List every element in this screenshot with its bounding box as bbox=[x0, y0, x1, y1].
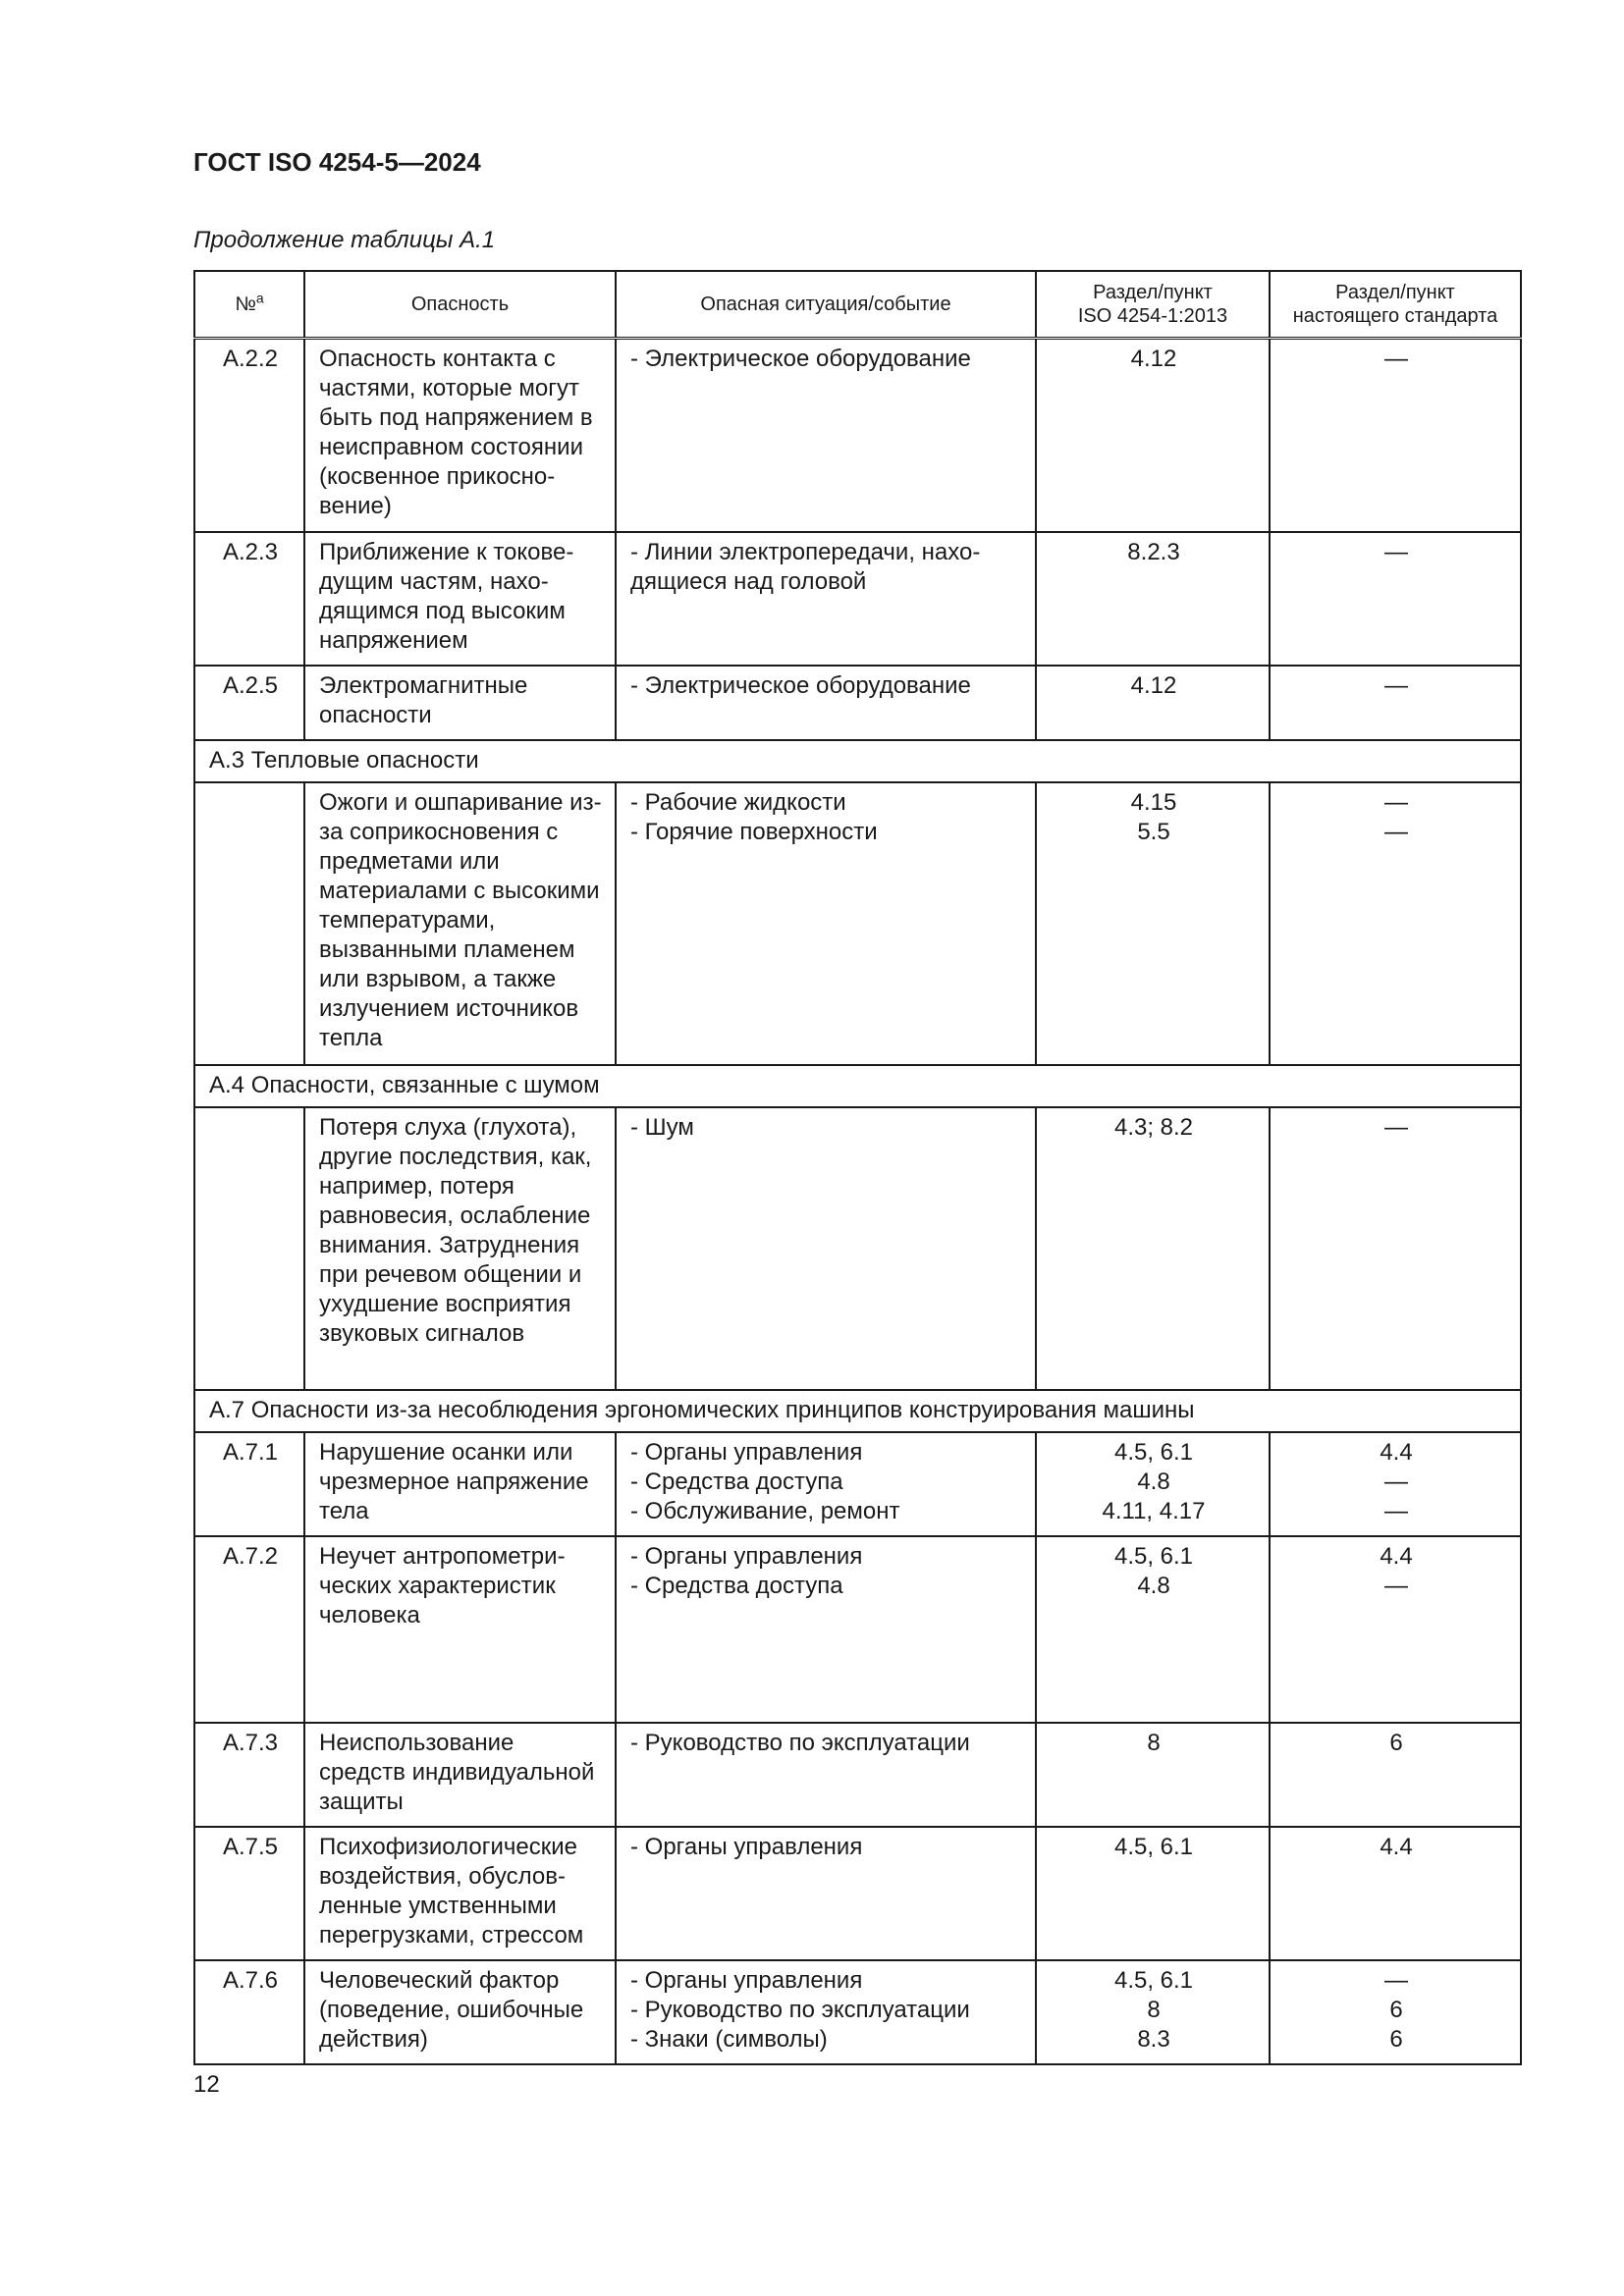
page-number: 12 bbox=[193, 2071, 220, 2098]
row-number: А.7.3 bbox=[194, 1723, 304, 1827]
iso-ref-cell: 4.5, 6.1 4.8 4.11, 4.17 bbox=[1036, 1432, 1270, 1536]
row-number: А.7.1 bbox=[194, 1432, 304, 1536]
situation-cell: - Органы управления - Средства доступа bbox=[616, 1536, 1036, 1723]
col-header-hazard: Опасность bbox=[304, 271, 616, 339]
situation-cell: - Органы управления bbox=[616, 1827, 1036, 1960]
table-row bbox=[194, 782, 1521, 1065]
situation-cell: - Электрическое оборудование bbox=[616, 339, 1036, 532]
col-header-std-ref: Раздел/пункт настоящего стандарта bbox=[1270, 271, 1521, 339]
hazard-table bbox=[193, 270, 1522, 2065]
row-number bbox=[194, 1107, 304, 1390]
situation-cell: - Рабочие жидкости - Горячие поверхности bbox=[616, 782, 1036, 1065]
table-row bbox=[194, 666, 1521, 740]
table-row bbox=[194, 1723, 1521, 1827]
std-ref-cell: — bbox=[1270, 339, 1521, 532]
row-number: А.2.3 bbox=[194, 532, 304, 666]
iso-ref-cell: 8.2.3 bbox=[1036, 532, 1270, 666]
col-header-num: №$^а$ bbox=[194, 271, 304, 339]
std-ref-cell: 4.4 bbox=[1270, 1827, 1521, 1960]
row-number bbox=[194, 782, 304, 1065]
iso-ref-cell: 4.5, 6.1 4.8 bbox=[1036, 1536, 1270, 1723]
row-number: А.7.5 bbox=[194, 1827, 304, 1960]
table-row bbox=[194, 1536, 1521, 1723]
iso-ref-cell: 4.5, 6.1 8 8.3 bbox=[1036, 1960, 1270, 2064]
hazard-cell: Человеческий фактор (поведение, ошибочные действия) bbox=[304, 1960, 616, 2064]
hazard-cell: Неиспользование средств индивидуальной защиты bbox=[304, 1723, 616, 1827]
hazard-cell: Нарушение осанки или чрезмерное напряжение тела bbox=[304, 1432, 616, 1536]
table-header-row bbox=[194, 271, 1521, 339]
table-row bbox=[194, 532, 1521, 666]
std-ref-cell: — bbox=[1270, 532, 1521, 666]
section-heading: А.4 Опасности, связанные с шумом bbox=[194, 1065, 1521, 1107]
table-row bbox=[194, 1960, 1521, 2064]
std-ref-cell: — 6 6 bbox=[1270, 1960, 1521, 2064]
section-heading: А.3 Тепловые опасности bbox=[194, 740, 1521, 782]
section-row bbox=[194, 1390, 1521, 1432]
iso-ref-cell: 4.15 5.5 bbox=[1036, 782, 1270, 1065]
iso-ref-cell: 8 bbox=[1036, 1723, 1270, 1827]
row-number: А.7.2 bbox=[194, 1536, 304, 1723]
std-ref-cell: 4.4 — — bbox=[1270, 1432, 1521, 1536]
hazard-cell: Ожоги и ошпаривание из-за соприкосновения с предметами или материалами с высокими температурами, вызванными пламенем или взрывом, а также излучением источников тепла bbox=[304, 782, 616, 1065]
situation-cell: - Органы управления - Средства доступа - Обслуживание, ремонт bbox=[616, 1432, 1036, 1536]
document-header: ГОСТ ISO 4254-5—2024 bbox=[193, 147, 481, 177]
col-header-situation: Опасная ситуация/событие bbox=[616, 271, 1036, 339]
row-number: А.2.2 bbox=[194, 339, 304, 532]
row-number: А.2.5 bbox=[194, 666, 304, 740]
hazard-cell: Электромагнитные опасности bbox=[304, 666, 616, 740]
situation-cell: - Шум bbox=[616, 1107, 1036, 1390]
section-row bbox=[194, 740, 1521, 782]
table-row bbox=[194, 1432, 1521, 1536]
table-caption: Продолжение таблицы А.1 bbox=[193, 227, 496, 253]
section-heading: А.7 Опасности из-за несоблюдения эргономических принципов конструирования машины bbox=[194, 1390, 1521, 1432]
std-ref-cell: 6 bbox=[1270, 1723, 1521, 1827]
std-ref-cell: — bbox=[1270, 1107, 1521, 1390]
hazard-cell: Неучет антропометрических характеристик человека bbox=[304, 1536, 616, 1723]
hazard-cell: Опасность контакта с частями, которые могут быть под напряжением в неисправном состоянии (косвенное прикосновение) bbox=[304, 339, 616, 532]
situation-cell: - Линии электропередачи, находящиеся над головой bbox=[616, 532, 1036, 666]
hazard-cell: Приближение к токоведущим частям, находящимся под высоким напряжением bbox=[304, 532, 616, 666]
iso-ref-cell: 4.12 bbox=[1036, 339, 1270, 532]
std-ref-cell: 4.4 — bbox=[1270, 1536, 1521, 1723]
section-row bbox=[194, 1065, 1521, 1107]
table-row bbox=[194, 339, 1521, 532]
iso-ref-cell: 4.12 bbox=[1036, 666, 1270, 740]
std-ref-cell: — bbox=[1270, 666, 1521, 740]
table-row bbox=[194, 1107, 1521, 1390]
hazard-cell: Потеря слуха (глухота), другие последствия, как, например, потеря равновесия, ослабление внимания. Затруднения при речевом общении и ухудшение восприятия звуковых сигналов bbox=[304, 1107, 616, 1390]
situation-cell: - Руководство по эксплуатации bbox=[616, 1723, 1036, 1827]
situation-cell: - Электрическое оборудование bbox=[616, 666, 1036, 740]
std-ref-cell: — — bbox=[1270, 782, 1521, 1065]
table-row bbox=[194, 1827, 1521, 1960]
row-number: А.7.6 bbox=[194, 1960, 304, 2064]
iso-ref-cell: 4.5, 6.1 bbox=[1036, 1827, 1270, 1960]
col-header-iso-ref: Раздел/пункт ISO 4254-1:2013 bbox=[1036, 271, 1270, 339]
hazard-cell: Психофизиологические воздействия, обусловленные умственными перегрузками, стрессом bbox=[304, 1827, 616, 1960]
situation-cell: - Органы управления - Руководство по эксплуатации - Знаки (символы) bbox=[616, 1960, 1036, 2064]
iso-ref-cell: 4.3; 8.2 bbox=[1036, 1107, 1270, 1390]
